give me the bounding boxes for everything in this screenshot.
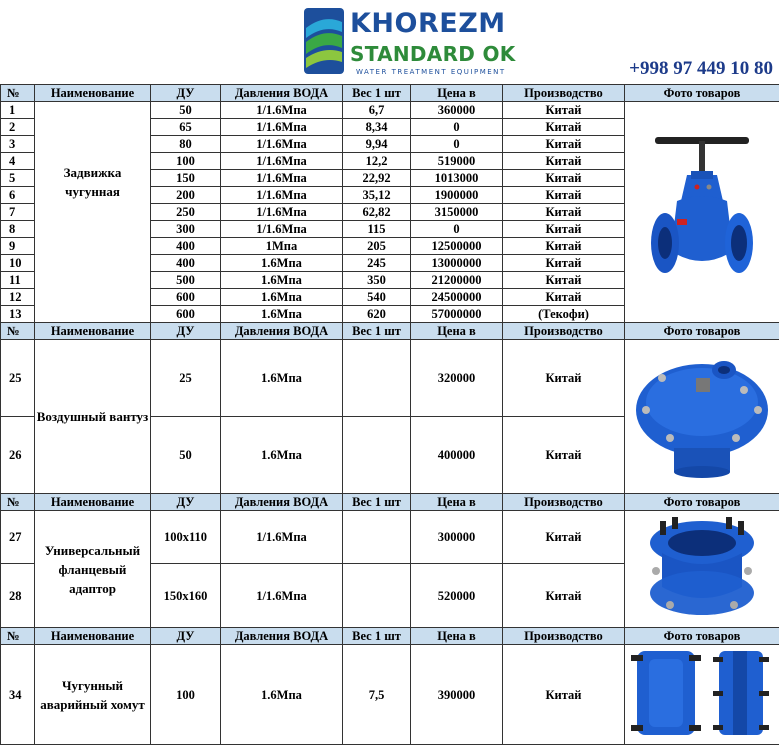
row-number: 34 xyxy=(1,645,35,745)
col-weight: Вес 1 шт xyxy=(343,494,411,511)
row-weight: 9,94 xyxy=(343,136,411,153)
row-du: 50 xyxy=(151,102,221,119)
page-header xyxy=(0,0,779,84)
row-du: 65 xyxy=(151,119,221,136)
row-weight: 350 xyxy=(343,272,411,289)
row-pressure: 1.6Мпа xyxy=(221,255,343,272)
row-origin: Китай xyxy=(503,187,625,204)
row-price: 3150000 xyxy=(411,204,503,221)
table-row xyxy=(1,340,779,417)
row-du: 150х160 xyxy=(151,564,221,628)
row-du: 400 xyxy=(151,238,221,255)
row-pressure: 1.6Мпа xyxy=(221,340,343,417)
row-du: 100 xyxy=(151,645,221,745)
gate-valve-icon xyxy=(647,131,757,291)
brand-name: KHOREZM xyxy=(350,8,506,39)
col-pressure: Давления ВОДА xyxy=(221,628,343,645)
row-number: 10 xyxy=(1,255,35,272)
row-pressure: 1/1.6Мпа xyxy=(221,153,343,170)
col-weight: Вес 1 шт xyxy=(343,85,411,102)
flange-adapter-icon xyxy=(642,513,762,623)
col-origin: Производство xyxy=(503,494,625,511)
row-number: 11 xyxy=(1,272,35,289)
row-weight xyxy=(343,340,411,417)
col-photo: Фото товаров xyxy=(625,494,779,511)
row-price: 24500000 xyxy=(411,289,503,306)
col-number: № xyxy=(1,628,35,645)
col-origin: Производство xyxy=(503,628,625,645)
col-price: Цена в xyxy=(411,494,503,511)
row-weight xyxy=(343,564,411,628)
row-number: 12 xyxy=(1,289,35,306)
company-logo xyxy=(302,6,522,78)
row-origin: Китай xyxy=(503,102,625,119)
col-du: ДУ xyxy=(151,323,221,340)
flange-adapter-photo xyxy=(625,511,779,628)
gate-valve-photo xyxy=(625,102,779,323)
row-pressure: 1.6Мпа xyxy=(221,272,343,289)
row-weight: 245 xyxy=(343,255,411,272)
col-name: Наименование xyxy=(35,323,151,340)
row-origin: (Текофи) xyxy=(503,306,625,323)
row-number: 8 xyxy=(1,221,35,238)
row-price: 57000000 xyxy=(411,306,503,323)
row-origin: Китай xyxy=(503,340,625,417)
row-weight: 540 xyxy=(343,289,411,306)
table-header-row xyxy=(1,323,779,340)
row-number: 6 xyxy=(1,187,35,204)
row-number: 28 xyxy=(1,564,35,628)
row-pressure: 1/1.6Мпа xyxy=(221,564,343,628)
row-price: 390000 xyxy=(411,645,503,745)
table-header-row xyxy=(1,628,779,645)
brand-tagline: WATER TREATMENT EQUIPMENT xyxy=(356,68,506,76)
row-origin: Китай xyxy=(503,417,625,494)
row-origin: Китай xyxy=(503,289,625,306)
row-origin: Китай xyxy=(503,204,625,221)
row-du: 400 xyxy=(151,255,221,272)
row-pressure: 1.6Мпа xyxy=(221,645,343,745)
row-number: 3 xyxy=(1,136,35,153)
col-number: № xyxy=(1,494,35,511)
col-price: Цена в xyxy=(411,323,503,340)
row-weight: 620 xyxy=(343,306,411,323)
repair-clamp-photo xyxy=(625,645,779,745)
air-valve-icon xyxy=(632,350,772,480)
col-du: ДУ xyxy=(151,85,221,102)
col-origin: Производство xyxy=(503,323,625,340)
row-price: 360000 xyxy=(411,102,503,119)
row-price: 0 xyxy=(411,221,503,238)
contact-phone[interactable]: +998 97 449 10 80 xyxy=(629,58,773,79)
row-weight: 6,7 xyxy=(343,102,411,119)
product-name: Универсальный фланцевый адаптор xyxy=(35,511,151,628)
row-weight: 35,12 xyxy=(343,187,411,204)
row-pressure: 1/1.6Мпа xyxy=(221,511,343,564)
row-origin: Китай xyxy=(503,153,625,170)
row-du: 150 xyxy=(151,170,221,187)
row-du: 300 xyxy=(151,221,221,238)
row-pressure: 1/1.6Мпа xyxy=(221,187,343,204)
col-du: ДУ xyxy=(151,494,221,511)
table-header-row xyxy=(1,85,779,102)
row-weight: 12,2 xyxy=(343,153,411,170)
row-number: 1 xyxy=(1,102,35,119)
col-price: Цена в xyxy=(411,85,503,102)
product-name: Чугунный аварийный хомут xyxy=(35,645,151,745)
row-origin: Китай xyxy=(503,255,625,272)
brand-subname: STANDARD OK xyxy=(350,42,516,66)
row-origin: Китай xyxy=(503,511,625,564)
row-pressure: 1/1.6Мпа xyxy=(221,136,343,153)
col-price: Цена в xyxy=(411,628,503,645)
row-price: 21200000 xyxy=(411,272,503,289)
col-origin: Производство xyxy=(503,85,625,102)
row-price: 519000 xyxy=(411,153,503,170)
row-du: 100х110 xyxy=(151,511,221,564)
col-photo: Фото товаров xyxy=(625,323,779,340)
row-origin: Китай xyxy=(503,564,625,628)
row-pressure: 1/1.6Мпа xyxy=(221,119,343,136)
row-price: 13000000 xyxy=(411,255,503,272)
col-du: ДУ xyxy=(151,628,221,645)
row-weight: 205 xyxy=(343,238,411,255)
table-row xyxy=(1,645,779,745)
row-du: 80 xyxy=(151,136,221,153)
row-price: 320000 xyxy=(411,340,503,417)
row-price: 0 xyxy=(411,119,503,136)
row-origin: Китай xyxy=(503,645,625,745)
col-pressure: Давления ВОДА xyxy=(221,494,343,511)
col-name: Наименование xyxy=(35,494,151,511)
row-number: 13 xyxy=(1,306,35,323)
row-weight: 62,82 xyxy=(343,204,411,221)
product-name: Воздушный вантуз xyxy=(35,340,151,494)
row-price: 1900000 xyxy=(411,187,503,204)
row-origin: Китай xyxy=(503,221,625,238)
row-pressure: 1.6Мпа xyxy=(221,417,343,494)
row-du: 200 xyxy=(151,187,221,204)
row-number: 2 xyxy=(1,119,35,136)
col-pressure: Давления ВОДА xyxy=(221,323,343,340)
row-pressure: 1/1.6Мпа xyxy=(221,102,343,119)
row-weight xyxy=(343,417,411,494)
table-row xyxy=(1,102,779,119)
product-name: Задвижка чугунная xyxy=(35,102,151,323)
row-du: 600 xyxy=(151,289,221,306)
row-price: 400000 xyxy=(411,417,503,494)
row-weight xyxy=(343,511,411,564)
row-pressure: 1/1.6Мпа xyxy=(221,170,343,187)
logo-emblem-icon xyxy=(302,6,346,76)
row-number: 9 xyxy=(1,238,35,255)
row-origin: Китай xyxy=(503,170,625,187)
col-weight: Вес 1 шт xyxy=(343,628,411,645)
table-row xyxy=(1,511,779,564)
col-weight: Вес 1 шт xyxy=(343,323,411,340)
repair-clamp-icon xyxy=(627,645,777,741)
row-du: 250 xyxy=(151,204,221,221)
air-valve-photo xyxy=(625,340,779,494)
row-price: 0 xyxy=(411,136,503,153)
row-du: 25 xyxy=(151,340,221,417)
row-number: 7 xyxy=(1,204,35,221)
col-name: Наименование xyxy=(35,85,151,102)
row-price: 12500000 xyxy=(411,238,503,255)
row-pressure: 1Мпа xyxy=(221,238,343,255)
row-du: 500 xyxy=(151,272,221,289)
row-number: 25 xyxy=(1,340,35,417)
row-du: 50 xyxy=(151,417,221,494)
col-name: Наименование xyxy=(35,628,151,645)
row-number: 5 xyxy=(1,170,35,187)
row-number: 4 xyxy=(1,153,35,170)
col-number: № xyxy=(1,323,35,340)
col-photo: Фото товаров xyxy=(625,85,779,102)
row-origin: Китай xyxy=(503,272,625,289)
row-pressure: 1.6Мпа xyxy=(221,306,343,323)
row-du: 600 xyxy=(151,306,221,323)
row-number: 27 xyxy=(1,511,35,564)
row-price: 300000 xyxy=(411,511,503,564)
row-pressure: 1/1.6Мпа xyxy=(221,204,343,221)
row-origin: Китай xyxy=(503,136,625,153)
table-header-row xyxy=(1,494,779,511)
row-pressure: 1/1.6Мпа xyxy=(221,221,343,238)
col-pressure: Давления ВОДА xyxy=(221,85,343,102)
col-number: № xyxy=(1,85,35,102)
row-weight: 7,5 xyxy=(343,645,411,745)
col-photo: Фото товаров xyxy=(625,628,779,645)
row-origin: Китай xyxy=(503,238,625,255)
price-table xyxy=(0,84,779,745)
row-pressure: 1.6Мпа xyxy=(221,289,343,306)
row-price: 1013000 xyxy=(411,170,503,187)
row-origin: Китай xyxy=(503,119,625,136)
row-number: 26 xyxy=(1,417,35,494)
row-weight: 8,34 xyxy=(343,119,411,136)
row-weight: 115 xyxy=(343,221,411,238)
row-weight: 22,92 xyxy=(343,170,411,187)
row-du: 100 xyxy=(151,153,221,170)
row-price: 520000 xyxy=(411,564,503,628)
